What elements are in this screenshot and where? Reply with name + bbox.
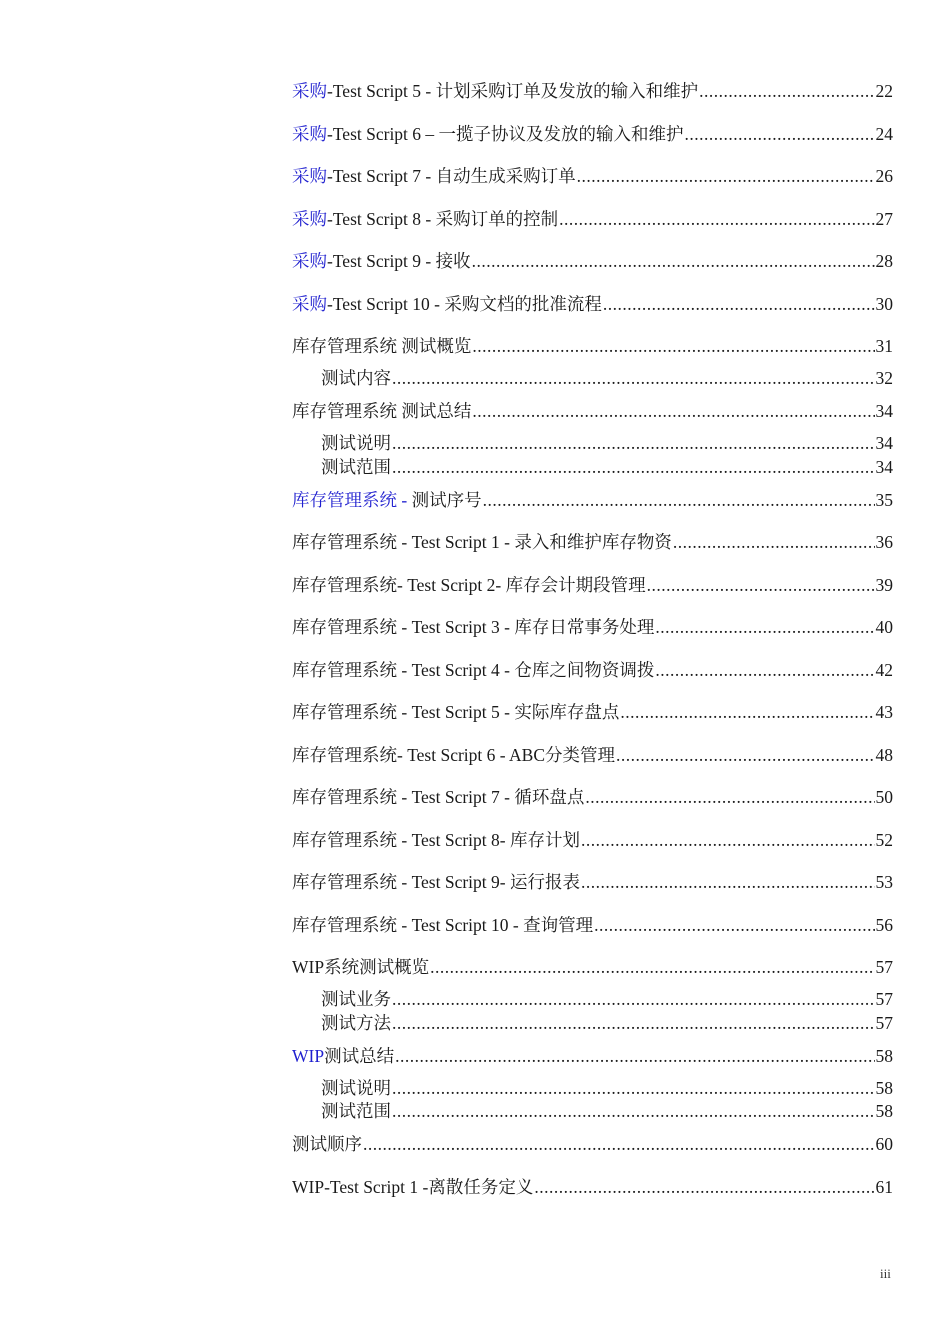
toc-dot-leader [395, 1043, 874, 1069]
toc-entry-title [321, 454, 391, 480]
toc-entry-title [292, 1131, 362, 1157]
toc-dot-leader [585, 784, 874, 810]
toc-page-number: 36 [875, 532, 893, 552]
toc-entry[interactable] [292, 572, 893, 598]
toc-entry[interactable] [292, 699, 893, 725]
toc-entry-text: -Test Script 8 - 采购订单的控制 [327, 208, 559, 229]
toc-entry-text: 测试说明 [321, 433, 391, 453]
toc-entry[interactable] [292, 430, 893, 456]
toc-entry-text: 测试序号 [407, 489, 482, 510]
toc-dot-leader [392, 1010, 875, 1036]
toc-entry-title [292, 827, 580, 853]
toc-entry[interactable] [292, 121, 893, 147]
toc-entry[interactable] [292, 784, 893, 810]
toc-entry-accent: 采购 [292, 166, 327, 186]
toc-entry-title [321, 986, 391, 1012]
toc-page-number: 22 [875, 81, 893, 101]
toc-entry-text: 测试方法 [321, 1012, 391, 1033]
toc-page-number: 57 [875, 1012, 893, 1033]
toc-page-number: 27 [875, 208, 893, 229]
toc-entry-text: -Test Script 9 - 接收 [327, 251, 471, 271]
toc-entry-title [321, 430, 391, 456]
toc-page-number: 43 [875, 702, 893, 722]
toc-entry[interactable] [292, 1131, 893, 1157]
toc-page-number: 53 [875, 872, 893, 892]
toc-dot-leader [472, 398, 874, 424]
toc-entry-title [292, 248, 471, 274]
page-number: iii [880, 1266, 891, 1281]
toc-entry-title [292, 333, 471, 359]
toc-dot-leader [472, 248, 875, 274]
toc-entry-title [321, 1075, 391, 1101]
toc-entry-text: 库存管理系统 - Test Script 4 - 仓库之间物资调拨 [292, 659, 655, 680]
toc-entry-accent: 采购 [292, 251, 327, 271]
toc-dot-leader [559, 206, 874, 232]
toc-entry[interactable] [292, 163, 893, 189]
toc-entry-text: 测试范围 [321, 1101, 391, 1121]
toc-entry[interactable] [292, 398, 893, 424]
toc-entry-title [321, 1010, 391, 1036]
toc-entry-title [292, 206, 558, 232]
toc-page-number: 28 [875, 251, 893, 271]
toc-entry[interactable] [292, 1010, 893, 1036]
toc-dot-leader [392, 986, 875, 1012]
toc-entry-text: 库存管理系统 - Test Script 1 - 录入和维护库存物资 [292, 532, 672, 552]
toc-entry[interactable] [292, 291, 893, 317]
toc-dot-leader [392, 454, 875, 480]
toc-page-number: 40 [875, 617, 893, 637]
toc-entry-title [292, 657, 654, 683]
toc-entry-text: 测试业务 [321, 989, 391, 1009]
toc-entry-text: WIP系统测试概览 [292, 957, 430, 977]
toc-entry[interactable] [292, 248, 893, 274]
toc-entry-title [292, 784, 584, 810]
toc-entry-accent: WIP [292, 1045, 325, 1066]
toc-page-number: 24 [875, 123, 893, 144]
toc-entry-title [292, 954, 429, 980]
toc-dot-leader [620, 699, 874, 725]
toc-entry[interactable] [292, 986, 893, 1012]
toc-entry-title [292, 291, 602, 317]
toc-dot-leader [483, 487, 875, 513]
toc-dot-leader [534, 1174, 874, 1200]
toc-entry-title [292, 742, 615, 768]
toc-page-number: 58 [875, 1077, 893, 1098]
toc-entry-text: 库存管理系统 - Test Script 3 - 库存日常事务处理 [292, 617, 655, 637]
toc-entry[interactable] [292, 827, 893, 853]
toc-page-number: 56 [875, 914, 893, 935]
toc-entry-text: 测试范围 [321, 456, 391, 477]
toc-dot-leader [685, 121, 875, 147]
toc-dot-leader [392, 365, 875, 391]
toc-entry[interactable] [292, 657, 893, 683]
toc-entry-accent: 库存管理系统 - [292, 489, 408, 510]
toc-entry-text: WIP-Test Script 1 -离散任务定义 [292, 1176, 534, 1197]
toc-entry[interactable] [292, 1098, 893, 1124]
toc-entry-title [292, 529, 672, 555]
toc-entry[interactable] [292, 529, 893, 555]
toc-dot-leader [655, 657, 874, 683]
toc-entry-text: -Test Script 6 – 一揽子协议及发放的输入和维护 [327, 123, 684, 144]
toc-dot-leader [392, 1098, 875, 1124]
toc-page-number: 35 [875, 489, 893, 510]
toc-entry[interactable] [292, 454, 893, 480]
toc-entry-title [292, 78, 698, 104]
toc-entry[interactable] [292, 614, 893, 640]
toc-entry[interactable] [292, 954, 893, 980]
toc-entry[interactable] [292, 365, 893, 391]
toc-page-number: 48 [875, 744, 893, 765]
toc-entry[interactable] [292, 78, 893, 104]
toc-dot-leader [577, 163, 875, 189]
toc-page-number: 31 [875, 336, 893, 356]
toc-dot-leader [363, 1131, 875, 1157]
toc-page-number: 39 [875, 574, 893, 595]
toc-entry[interactable] [292, 1174, 893, 1200]
toc-page-number: 57 [875, 957, 893, 977]
toc-page-number: 58 [875, 1101, 893, 1121]
toc-dot-leader [581, 869, 875, 895]
toc-page-number: 34 [875, 433, 893, 453]
toc-page-number: 60 [875, 1134, 893, 1154]
toc-entry-accent: 采购 [292, 293, 327, 314]
toc-dot-leader [647, 572, 875, 598]
toc-dot-leader [430, 954, 874, 980]
table-of-contents [292, 78, 893, 1200]
toc-dot-leader [616, 742, 874, 768]
toc-dot-leader [392, 430, 875, 456]
toc-entry[interactable] [292, 333, 893, 359]
toc-page-number: 42 [875, 659, 893, 680]
toc-entry-title [321, 365, 391, 391]
toc-entry-text: 库存管理系统 - Test Script 9- 运行报表 [292, 872, 580, 892]
toc-page-number: 52 [875, 829, 893, 850]
toc-entry-text: 测试内容 [321, 368, 391, 388]
toc-entry-accent: 采购 [292, 123, 327, 144]
toc-entry-title [292, 398, 471, 424]
toc-entry-title [292, 163, 576, 189]
toc-entry-text: 库存管理系统 - Test Script 7 - 循环盘点 [292, 787, 585, 807]
toc-entry-title [292, 1174, 533, 1200]
toc-page-number: 57 [875, 989, 893, 1009]
toc-entry-text: 测试总结 [324, 1045, 395, 1066]
toc-entry-text: 库存管理系统 - Test Script 8- 库存计划 [292, 829, 580, 850]
toc-entry[interactable] [292, 742, 893, 768]
toc-entry-text: 库存管理系统- Test Script 6 - ABC分类管理 [292, 744, 616, 765]
toc-dot-leader [699, 78, 874, 104]
toc-page-number: 34 [875, 401, 893, 421]
toc-entry-title [292, 572, 646, 598]
toc-entry[interactable] [292, 1043, 893, 1069]
toc-entry-text: 库存管理系统 测试概览 [292, 336, 472, 356]
toc-dot-leader [673, 529, 875, 555]
toc-entry-text: 库存管理系统 - Test Script 5 - 实际库存盘点 [292, 702, 620, 722]
toc-dot-leader [603, 291, 875, 317]
toc-dot-leader [655, 614, 874, 640]
toc-entry[interactable] [292, 869, 893, 895]
toc-dot-leader [472, 333, 874, 359]
toc-dot-leader [392, 1075, 875, 1101]
toc-entry-title [292, 487, 482, 513]
toc-entry-title [292, 1043, 394, 1069]
toc-entry-title [321, 1098, 391, 1124]
toc-page-number: 26 [875, 166, 893, 186]
toc-entry-text: 库存管理系统 - Test Script 10 - 查询管理 [292, 914, 594, 935]
toc-entry-text: -Test Script 10 - 采购文档的批准流程 [327, 293, 602, 314]
toc-entry-title [292, 912, 593, 938]
toc-entry-text: 测试顺序 [292, 1134, 362, 1154]
toc-page-number: 50 [875, 787, 893, 807]
toc-page-number: 34 [875, 456, 893, 477]
toc-entry-title [292, 699, 619, 725]
toc-entry-accent: 采购 [292, 81, 327, 101]
toc-entry-accent: 采购 [292, 208, 327, 229]
toc-page-number: 30 [875, 293, 893, 314]
toc-entry-title [292, 614, 654, 640]
toc-entry[interactable] [292, 487, 893, 513]
toc-dot-leader [594, 912, 874, 938]
toc-dot-leader [581, 827, 875, 853]
toc-entry[interactable] [292, 206, 893, 232]
toc-entry-text: -Test Script 5 - 计划采购订单及发放的输入和维护 [327, 81, 699, 101]
toc-entry-text: 库存管理系统- Test Script 2- 库存会计期段管理 [292, 574, 646, 595]
toc-page-number: 32 [875, 368, 893, 388]
toc-entry-text: 库存管理系统 测试总结 [292, 401, 472, 421]
toc-page-number: 58 [875, 1045, 893, 1066]
toc-entry[interactable] [292, 1075, 893, 1101]
toc-entry-text: 测试说明 [321, 1077, 391, 1098]
toc-entry-text: -Test Script 7 - 自动生成采购订单 [327, 166, 576, 186]
toc-page-number: 61 [875, 1176, 893, 1197]
toc-entry[interactable] [292, 912, 893, 938]
toc-entry-title [292, 869, 580, 895]
toc-entry-title [292, 121, 684, 147]
